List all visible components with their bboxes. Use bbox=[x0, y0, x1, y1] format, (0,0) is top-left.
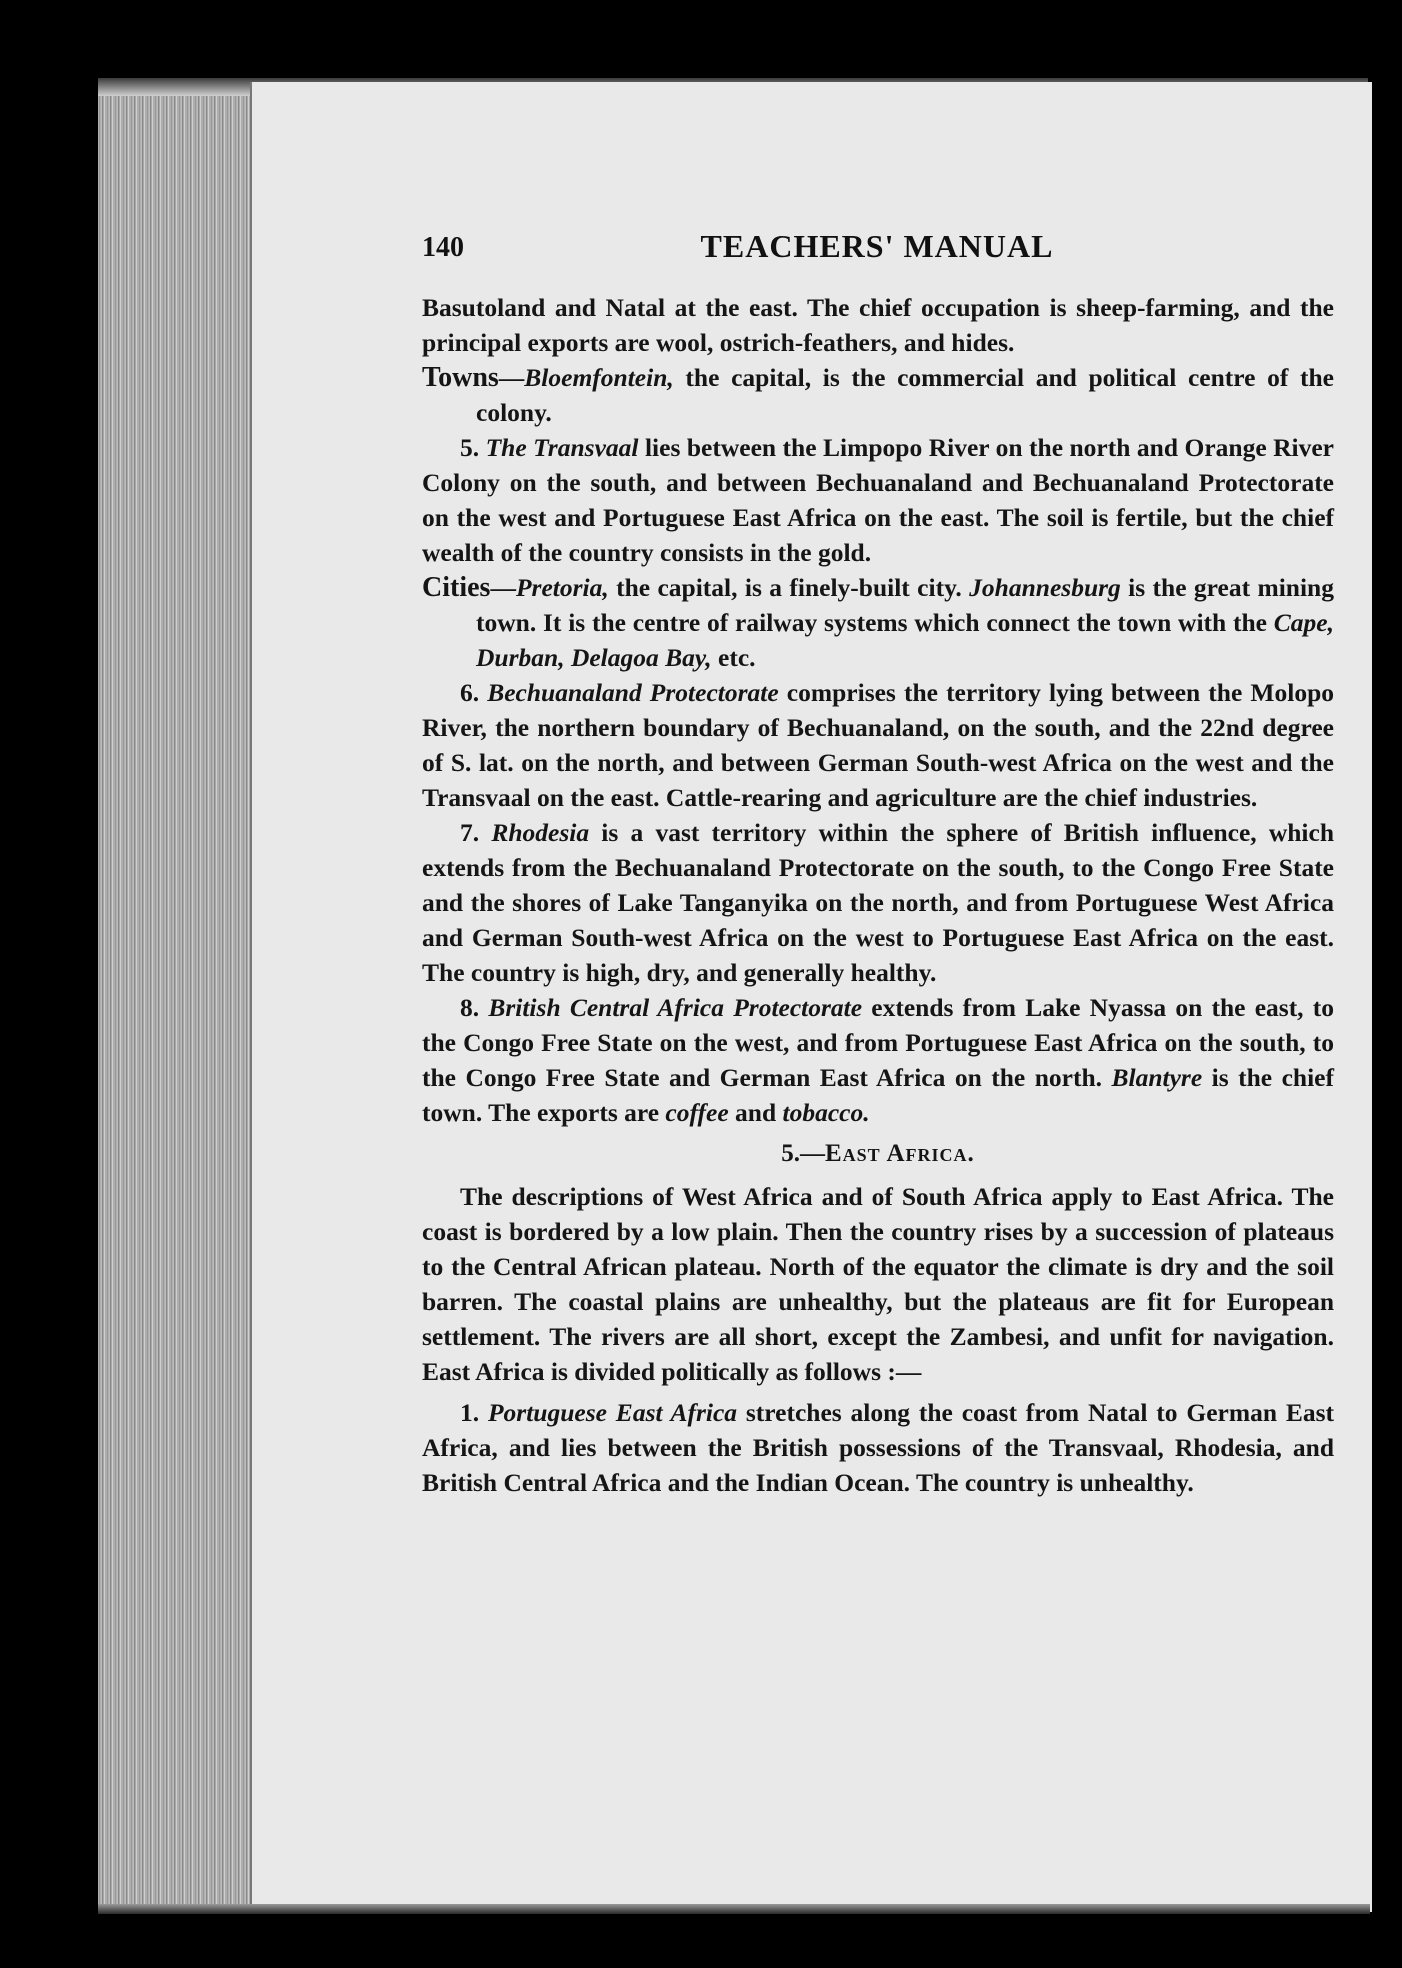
city-johannesburg: Johannesburg bbox=[969, 573, 1121, 602]
place-delagoa-bay: Delagoa Bay, bbox=[570, 643, 712, 672]
region-name-transvaal: The Transvaal bbox=[485, 433, 639, 462]
paragraph-number: 1. bbox=[460, 1398, 488, 1427]
region-name-british-central-africa: British Central Africa Protectorate bbox=[488, 993, 863, 1022]
cities-end: etc. bbox=[711, 643, 756, 672]
page-body bbox=[422, 290, 1334, 1500]
paragraph-bechuanaland-protectorate bbox=[422, 675, 1334, 815]
cities-entry bbox=[422, 570, 1334, 675]
towns-text: the capital, is the commercial and political centre of the colony. bbox=[476, 363, 1334, 427]
conjunction: and bbox=[728, 1098, 783, 1127]
towns-entry bbox=[422, 360, 1334, 430]
paragraph-text: lies between the Limpopo River on the north and Orange River Colony on the south, and between Bechuanaland and Bechuanaland Protectorate on the west and Portuguese East Africa on the east. The soil is fertile, but the chief wealth of the country consists in the gold. bbox=[422, 433, 1334, 567]
running-head: TEACHERS' MANUAL bbox=[700, 228, 1054, 264]
paragraph-number: 5. bbox=[460, 433, 486, 462]
town-bloemfontein: Bloemfontein, bbox=[524, 363, 674, 392]
page-number: 140 bbox=[422, 232, 464, 263]
paragraph-orange-river-continued: Basutoland and Natal at the east. The chief occupation is sheep-farming, and the principal exports are wool, ostrich-feathers, and hides. bbox=[422, 293, 1334, 357]
section-title: East Africa. bbox=[824, 1140, 975, 1167]
paragraph-text-2: is the chief town. The exports are bbox=[422, 1063, 1334, 1127]
place-durban: Durban, bbox=[476, 643, 565, 672]
cities-text-2: is the great mining town. It is the centre of railway systems which connect the town with the bbox=[476, 573, 1334, 637]
paragraph-number: 7. bbox=[460, 818, 492, 847]
paragraph-text: is a vast territory within the sphere of British influence, which extends from the Bechuanaland Protectorate on the south, to the Congo Free State and the shores of Lake Tanganyika on the north, and from Portuguese West Africa and German South-west Africa on the west to Portuguese East Africa on the east. The country is high, dry, and generally healthy. bbox=[422, 818, 1335, 987]
paragraph-portuguese-east-africa bbox=[422, 1395, 1334, 1500]
stacked-page-edges bbox=[98, 78, 250, 1910]
export-tobacco: tobacco. bbox=[782, 1098, 870, 1127]
region-name-bechuanaland-protectorate: Bechuanaland Protectorate bbox=[487, 678, 779, 707]
paragraph-text: stretches along the coast from Natal to German East Africa, and lies between the British possessions of the Transvaal, Rhodesia, and British Central Africa and the Indian Ocean. The country is unhealthy. bbox=[422, 1398, 1335, 1497]
page-bottom-edge bbox=[98, 1904, 1370, 1914]
cities-label: Cities bbox=[422, 572, 491, 603]
town-blantyre: Blantyre bbox=[1111, 1063, 1203, 1092]
region-name-portuguese-east-africa: Portuguese East Africa bbox=[487, 1398, 738, 1427]
paragraph-number: 8. bbox=[460, 993, 489, 1022]
paragraph-text: comprises the territory lying between the Molopo River, the northern boundary of Bechuanaland, on the south, and the 22nd degree of S. lat. on the north, and between German South-west Africa on the west and the Transvaal on the east. Cattle-rearing and agriculture are the chief industries. bbox=[422, 678, 1334, 812]
place-cape: Cape, bbox=[1273, 608, 1334, 637]
region-name-rhodesia: Rhodesia bbox=[491, 818, 590, 847]
cities-dash: — bbox=[490, 573, 516, 602]
section-heading-east-africa bbox=[422, 1136, 1334, 1171]
towns-dash: — bbox=[498, 363, 525, 392]
city-pretoria: Pretoria, bbox=[515, 573, 609, 602]
paragraph-british-central-africa bbox=[422, 990, 1334, 1130]
paragraph-transvaal bbox=[422, 430, 1334, 570]
section-number: 5.— bbox=[781, 1140, 825, 1167]
paragraph-number: 6. bbox=[460, 678, 488, 707]
paragraph-east-africa-intro: The descriptions of West Africa and of South Africa apply to East Africa. The coast is bordered by a low plain. Then the country rises by a succession of plateaus to the Central African plateau. North of the equator the climate is dry and the soil barren. The coastal plains are unhealthy, but the plateaus are fit for European settlement. The rivers are all short, except the Zambesi, and unfit for navigation. East Africa is divided politically as follows :— bbox=[422, 1182, 1334, 1386]
towns-label: Towns bbox=[422, 362, 499, 393]
paragraph-text-1: extends from Lake Nyassa on the east, to the Congo Free State on the west, and from Portuguese East Africa on the south, to the Congo Free State and German East Africa on the north. bbox=[422, 993, 1334, 1092]
cities-text-1: the capital, is a finely-built city. bbox=[608, 573, 970, 602]
paragraph-rhodesia bbox=[422, 815, 1334, 990]
export-coffee: coffee bbox=[665, 1098, 729, 1127]
page-header bbox=[422, 228, 1332, 272]
